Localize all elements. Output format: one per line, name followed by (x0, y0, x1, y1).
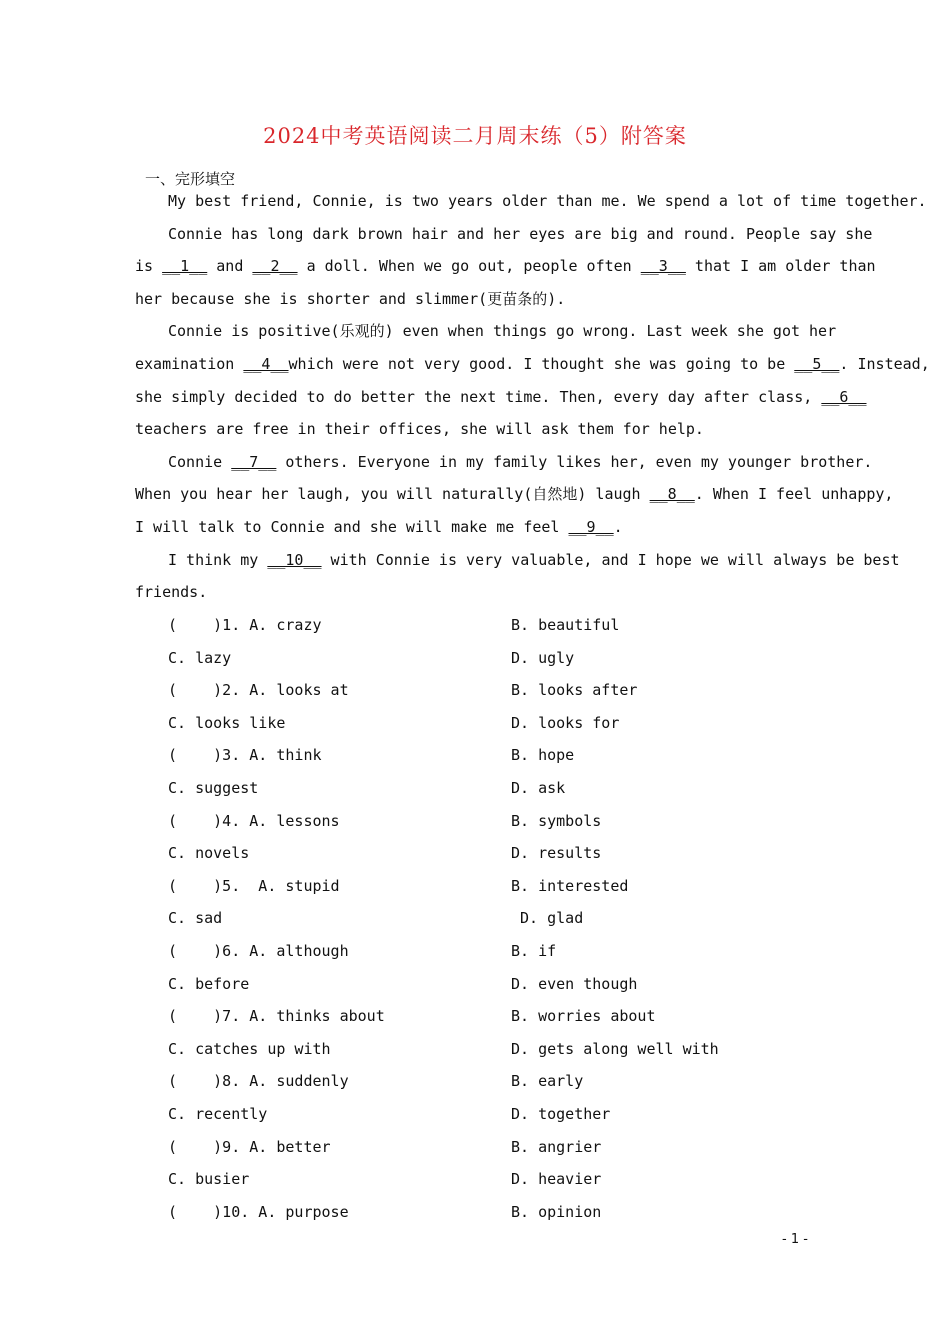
option-right: B. worries about (511, 1007, 656, 1026)
option-row (168, 1068, 768, 1101)
option-left: C. lazy (168, 648, 232, 667)
answer-blank: __10__ (267, 550, 322, 569)
passage-text: friends. (135, 583, 208, 602)
passage-text: Connie is positive(乐观的) even when things go wrong. Last week she got her (168, 322, 837, 341)
option-left: C. before (168, 974, 250, 993)
option-right: B. symbols (511, 811, 602, 830)
passage-line (135, 188, 927, 221)
option-row (168, 775, 768, 808)
passage-text: When you hear her laugh, you will naturally(自然地) laugh (135, 485, 650, 504)
option-row (168, 873, 768, 906)
passage-text: others. Everyone in my family likes her, even my younger brother. (276, 452, 873, 471)
passage-text: is (135, 257, 163, 276)
answer-blank: __8__ (649, 485, 695, 504)
option-right: D. gets along well with (511, 1039, 719, 1058)
option-right: D. even though (511, 974, 638, 993)
option-left: ( )10. A. purpose (168, 1202, 349, 1221)
option-row (168, 1199, 768, 1232)
passage-text: I will talk to Connie and she will make me feel (135, 517, 569, 536)
answer-blank: __4__ (243, 354, 289, 373)
option-right: B. looks after (511, 681, 638, 700)
passage-line (135, 514, 815, 547)
option-right: B. beautiful (511, 616, 620, 634)
option-left: ( )1. A. crazy (168, 616, 322, 634)
passage-line (135, 481, 894, 514)
passage-text: Connie has long dark brown hair and her eyes are big and round. People say she (168, 224, 873, 243)
option-row (168, 1036, 768, 1069)
option-right: B. hope (511, 746, 575, 765)
option-left: C. sad (168, 909, 223, 928)
passage-text: and (207, 257, 253, 276)
option-row (168, 840, 768, 873)
option-row (168, 808, 768, 841)
option-right: B. early (511, 1072, 584, 1091)
answer-options (168, 612, 768, 1231)
option-left: ( )4. A. lessons (168, 811, 340, 830)
option-left: ( )2. A. looks at (168, 681, 349, 700)
option-row (168, 1003, 768, 1036)
option-row (168, 677, 768, 710)
option-row (168, 645, 768, 678)
passage-line (135, 221, 873, 254)
option-row (168, 612, 768, 645)
option-right: D. glad (511, 909, 584, 928)
option-left: C. recently (168, 1104, 268, 1123)
option-right: D. looks for (511, 713, 620, 732)
option-right: B. interested (511, 876, 629, 895)
passage-line (135, 318, 837, 351)
option-left: C. novels (168, 844, 250, 863)
passage-line (135, 286, 815, 319)
passage-line (135, 253, 876, 286)
passage-line (135, 449, 873, 482)
passage-text: . When I feel unhappy, (694, 485, 894, 504)
option-right: D. together (511, 1104, 611, 1123)
option-right: D. ask (511, 778, 566, 797)
passage-text: that I am older than (685, 257, 876, 276)
passage-line (135, 384, 867, 417)
page-title: 2024中考英语阅读二月周末练（5）附答案 (263, 124, 687, 148)
option-left: ( )3. A. think (168, 746, 322, 765)
option-left: C. looks like (168, 713, 286, 732)
passage-text: with Connie is very valuable, and I hope we will always be best (321, 550, 900, 569)
answer-blank: __7__ (231, 452, 277, 471)
option-right: D. results (511, 844, 602, 863)
answer-blank: __5__ (794, 354, 840, 373)
option-left: C. suggest (168, 778, 259, 797)
answer-blank: __9__ (568, 517, 614, 536)
option-right: D. ugly (511, 648, 575, 667)
option-left: C. busier (168, 1170, 250, 1189)
passage-text: her because she is shorter and slimmer(更苗条的). (135, 289, 566, 308)
passage-text: I think my (168, 550, 268, 569)
option-left: ( )7. A. thinks about (168, 1007, 385, 1026)
passage-line (135, 351, 930, 384)
passage-line (135, 547, 900, 580)
answer-blank: __2__ (252, 257, 298, 276)
option-row (168, 1134, 768, 1167)
passage-text: examination (135, 354, 244, 373)
page-number: - 1 - (782, 1232, 808, 1247)
passage-text: . Instead, (839, 354, 930, 373)
option-left: ( )8. A. suddenly (168, 1072, 349, 1091)
answer-blank: __1__ (162, 257, 208, 276)
option-left: C. catches up with (168, 1039, 331, 1058)
option-right: B. opinion (511, 1202, 602, 1221)
passage-text: a doll. When we go out, people often (297, 257, 641, 276)
option-right: D. heavier (511, 1170, 602, 1189)
passage-text: she simply decided to do better the next time. Then, every day after class, (135, 387, 822, 406)
passage-text: My best friend, Connie, is two years older than me. We spend a lot of time together. (168, 192, 927, 210)
passage-text: Connie (168, 452, 232, 471)
passage-text: which were not very good. I thought she was going to be (288, 354, 795, 373)
passage-text: teachers are free in their offices, she will ask them for help. (135, 420, 704, 439)
option-row (168, 905, 768, 938)
option-left: ( )5. A. stupid (168, 876, 340, 895)
option-row (168, 971, 768, 1004)
option-row (168, 742, 768, 775)
option-right: B. if (511, 941, 557, 960)
passage-text: . (613, 517, 623, 536)
passage-line (135, 416, 815, 449)
option-left: ( )9. A. better (168, 1137, 331, 1156)
passage-line (135, 579, 815, 612)
option-right: B. angrier (511, 1137, 602, 1156)
answer-blank: __3__ (640, 257, 686, 276)
answer-blank: __6__ (821, 387, 867, 406)
option-left: ( )6. A. although (168, 941, 349, 960)
cloze-passage (135, 188, 930, 612)
option-row (168, 1101, 768, 1134)
option-row (168, 710, 768, 743)
option-row (168, 1166, 768, 1199)
section-heading: 一、完形填空 (145, 170, 236, 188)
option-row (168, 938, 768, 971)
